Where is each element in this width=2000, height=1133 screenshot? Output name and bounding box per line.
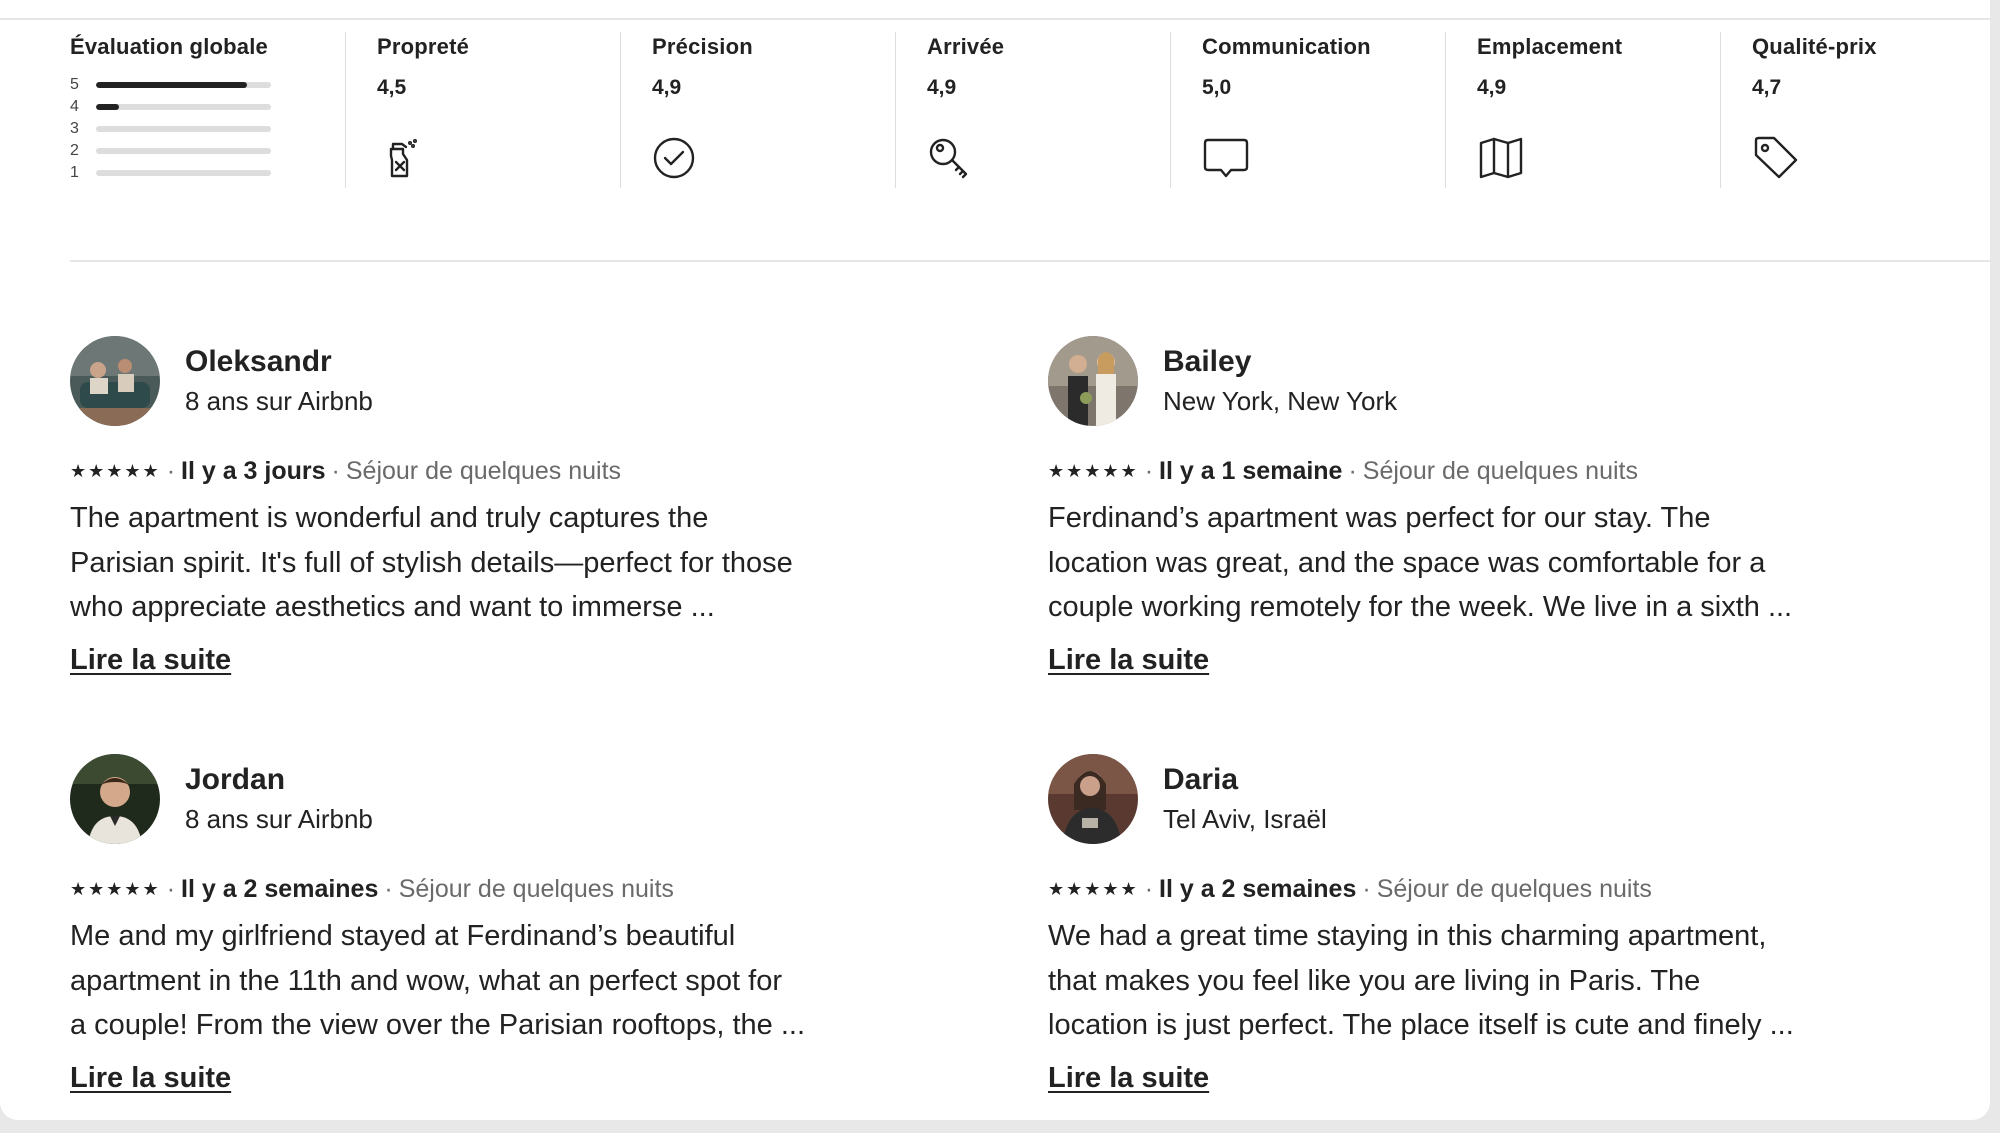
star-rating: ★★★★★ bbox=[70, 461, 161, 481]
review-card bbox=[1048, 754, 1908, 1095]
category-score: 4,5 bbox=[377, 76, 407, 99]
stay-type: Séjour de quelques nuits bbox=[1362, 457, 1638, 485]
category-score: 4,9 bbox=[652, 76, 682, 99]
category-label: Emplacement bbox=[1477, 34, 1623, 59]
top-divider bbox=[0, 18, 1990, 20]
star-rating: ★★★★★ bbox=[1048, 461, 1139, 481]
meta-separator: · bbox=[1144, 875, 1154, 903]
star-rating: ★★★★★ bbox=[1048, 879, 1139, 899]
rating-bar-label: 1 bbox=[70, 164, 79, 181]
read-more-link[interactable]: Lire la suite bbox=[70, 1061, 232, 1094]
category-communication bbox=[1170, 32, 1445, 188]
rating-bar-fill bbox=[96, 104, 119, 110]
category-accuracy bbox=[620, 32, 895, 188]
category-score: 4,7 bbox=[1752, 76, 1782, 99]
meta-separator: · bbox=[384, 875, 393, 903]
review-text: We had a great time staying in this charming apartment, that makes you feel like you are living in Paris. The location is just perfect. The place itself is cute and finely ... bbox=[1048, 920, 1794, 1041]
rating-bar-track bbox=[96, 126, 271, 132]
category-score: 5,0 bbox=[1202, 76, 1232, 99]
reviewer-name[interactable]: Bailey bbox=[1163, 345, 1252, 378]
category-score: 4,9 bbox=[927, 76, 957, 99]
stay-type: Séjour de quelques nuits bbox=[1376, 875, 1652, 903]
review-text: Ferdinand’s apartment was perfect for our stay. The location was great, and the space was comfortable for a couple working remotely for the week. We live in a sixth ... bbox=[1048, 502, 1793, 623]
review-card bbox=[70, 754, 930, 1095]
rating-bar-fill bbox=[96, 82, 247, 88]
read-more-link[interactable]: Lire la suite bbox=[70, 643, 232, 676]
meta-separator: · bbox=[1348, 457, 1357, 485]
rating-bar-row bbox=[70, 140, 345, 162]
rating-bar-label: 2 bbox=[70, 142, 79, 159]
review-meta bbox=[70, 874, 930, 904]
review-meta bbox=[70, 456, 930, 486]
review-date: Il y a 1 semaine bbox=[1159, 457, 1343, 485]
review-date: Il y a 3 jours bbox=[181, 457, 326, 485]
avatar[interactable] bbox=[1048, 754, 1138, 844]
rating-bar-row bbox=[70, 74, 345, 96]
rating-bar-row bbox=[70, 96, 345, 118]
section-divider bbox=[70, 260, 1990, 262]
reviewer-subtitle: Tel Aviv, Israël bbox=[1163, 804, 1327, 834]
star-rating: ★★★★★ bbox=[70, 879, 161, 899]
rating-categories bbox=[70, 32, 1990, 188]
chat-bubble-icon bbox=[1202, 134, 1250, 182]
reviewer-name[interactable]: Daria bbox=[1163, 763, 1239, 796]
avatar[interactable] bbox=[70, 336, 160, 426]
meta-separator: · bbox=[166, 875, 176, 903]
review-meta bbox=[1048, 874, 1908, 904]
rating-bar-track bbox=[96, 148, 271, 154]
meta-separator: · bbox=[1144, 457, 1154, 485]
category-label: Qualité-prix bbox=[1752, 34, 1877, 59]
price-tag-icon bbox=[1752, 134, 1800, 182]
spray-bottle-icon bbox=[377, 134, 425, 182]
key-icon bbox=[927, 134, 975, 182]
rating-bar-label: 3 bbox=[70, 120, 79, 137]
rating-bar-row bbox=[70, 162, 345, 184]
rating-bar-label: 4 bbox=[70, 98, 79, 115]
category-location bbox=[1445, 32, 1720, 188]
category-value bbox=[1720, 32, 1990, 188]
rating-bar-track bbox=[96, 82, 271, 88]
reviewer-subtitle: 8 ans sur Airbnb bbox=[185, 386, 373, 416]
read-more-link[interactable]: Lire la suite bbox=[1048, 643, 1210, 676]
review-date: Il y a 2 semaines bbox=[181, 875, 379, 903]
review-card bbox=[70, 336, 930, 677]
review-header bbox=[70, 336, 930, 426]
category-label: Précision bbox=[652, 34, 753, 59]
review-header bbox=[1048, 754, 1908, 844]
overall-rating bbox=[70, 32, 345, 188]
meta-separator: · bbox=[1362, 875, 1371, 903]
reviewer-name[interactable]: Jordan bbox=[185, 763, 286, 796]
read-more-link[interactable]: Lire la suite bbox=[1048, 1061, 1210, 1094]
review-date: Il y a 2 semaines bbox=[1159, 875, 1357, 903]
category-label: Propreté bbox=[377, 34, 470, 59]
category-label: Arrivée bbox=[927, 34, 1005, 59]
avatar[interactable] bbox=[70, 754, 160, 844]
review-text: Me and my girlfriend stayed at Ferdinand’s beautiful apartment in the 11th and wow, what an perfect spot for a couple! From the view over the Parisian rooftops, the ... bbox=[70, 920, 806, 1041]
review-header bbox=[70, 754, 930, 844]
category-cleanliness bbox=[345, 32, 620, 188]
overall-rating-title: Évaluation globale bbox=[70, 34, 268, 59]
meta-separator: · bbox=[166, 457, 176, 485]
rating-bar-track bbox=[96, 104, 271, 110]
rating-bar-row bbox=[70, 118, 345, 140]
review-meta bbox=[1048, 456, 1908, 486]
review-card bbox=[1048, 336, 1908, 677]
reviewer-subtitle: 8 ans sur Airbnb bbox=[185, 804, 373, 834]
avatar[interactable] bbox=[1048, 336, 1138, 426]
stay-type: Séjour de quelques nuits bbox=[345, 457, 622, 485]
review-header bbox=[1048, 336, 1908, 426]
stay-type: Séjour de quelques nuits bbox=[398, 875, 674, 903]
map-icon bbox=[1477, 134, 1525, 182]
category-check-in bbox=[895, 32, 1170, 188]
reviewer-subtitle: New York, New York bbox=[1163, 386, 1398, 416]
check-circle-icon bbox=[652, 134, 700, 182]
reviewer-name[interactable]: Oleksandr bbox=[185, 345, 332, 378]
meta-separator: · bbox=[331, 457, 340, 485]
rating-distribution bbox=[70, 74, 345, 184]
category-label: Communication bbox=[1202, 34, 1371, 59]
review-text: The apartment is wonderful and truly captures the Parisian spirit. It's full of stylish details—perfect for those who appreciate aesthetics and want to immerse ... bbox=[70, 502, 793, 623]
rating-bar-track bbox=[96, 170, 271, 176]
category-score: 4,9 bbox=[1477, 76, 1507, 99]
rating-bar-label: 5 bbox=[70, 76, 79, 93]
